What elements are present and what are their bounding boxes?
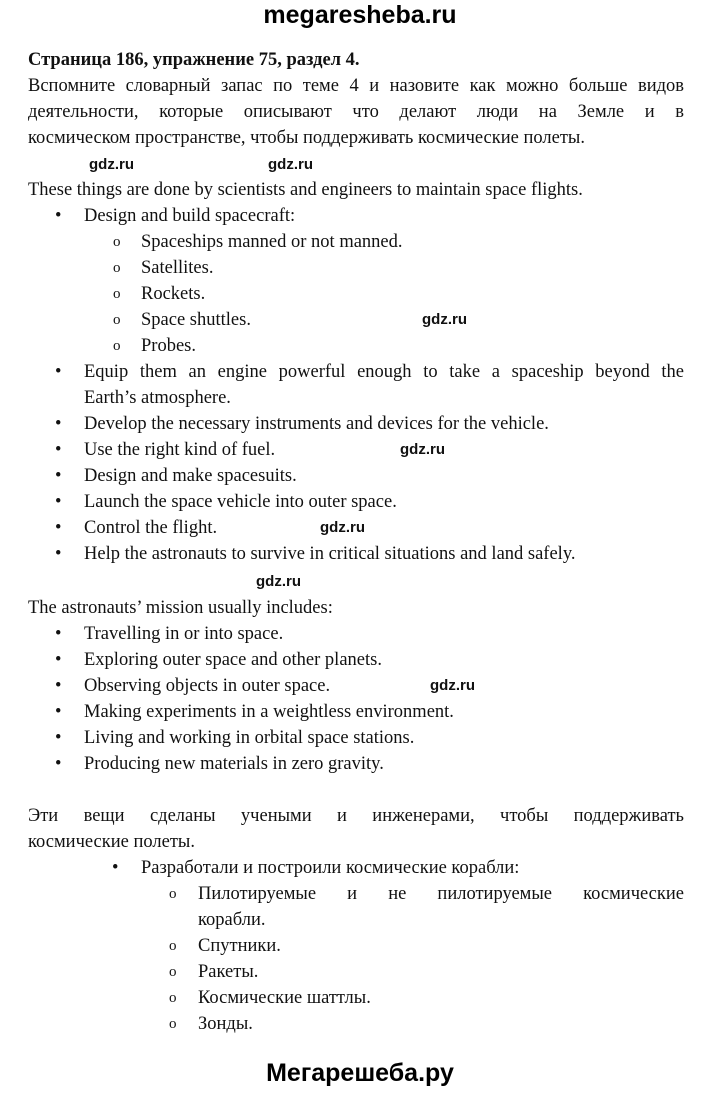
bullet-icon: • [55,362,62,382]
sub-list-item: o Rockets. [28,281,205,307]
sub-list-item: o Пилотируемые и не пилотируемые космические [28,881,684,907]
site-header: megaresheba.ru [263,1,457,29]
list-item: • Exploring outer space and other planets. [28,647,382,673]
page-title: Страница 186, упражнение 75, раздел 4. [28,50,360,70]
circle-bullet-icon: o [113,234,121,250]
en-intro: These things are done by scientists and engineers to maintain space flights. [28,180,583,200]
list-item: • Making experiments in a weightless environment. [28,699,454,725]
ru-intro-line: Эти вещи сделаны учеными и инженерами, чтобы поддерживать [28,806,684,826]
list-item: • Producing new materials in zero gravity. [28,751,384,777]
bullet-icon: • [55,650,62,670]
task-line: космическом пространстве, чтобы поддерживать космические полеты. [28,128,585,148]
list-item: • Observing objects in outer space. [28,673,330,699]
sub-list-item: o Probes. [28,333,196,359]
list-item: • Travelling in or into space. [28,621,283,647]
circle-bullet-icon: o [169,886,177,902]
sub-list-item: o Космические шаттлы. [28,985,371,1011]
sub-list-item: o Space shuttles. [28,307,251,333]
list-item: • Develop the necessary instruments and devices for the vehicle. [28,411,549,437]
sub-list-item: o Спутники. [28,933,281,959]
list-item: • Control the flight. [28,515,217,541]
list-item: • Design and make spacesuits. [28,463,297,489]
bullet-icon: • [55,754,62,774]
bullet-icon: • [55,728,62,748]
document-body [28,47,684,1037]
watermark: gdz.ru [256,573,301,590]
circle-bullet-icon: o [169,964,177,980]
sub-list-item: o Ракеты. [28,959,258,985]
sub-list-item-continuation: корабли. [198,910,266,930]
bullet-icon: • [55,624,62,644]
ru-intro-line: космические полеты. [28,832,195,852]
sub-list-item: o Зонды. [28,1011,253,1037]
bullet-icon: • [55,440,62,460]
bullet-icon: • [55,466,62,486]
watermark: gdz.ru [400,441,445,458]
bullet-icon: • [112,858,119,878]
list-item: • Разработали и построили космические корабли: [28,855,519,881]
circle-bullet-icon: o [113,286,121,302]
task-line: деятельности, которые описывают что делают люди на Земле и в [28,102,684,122]
task-line: Вспомните словарный запас по теме 4 и назовите как можно больше видов [28,76,684,96]
list-item: • Equip them an engine powerful enough to take a spaceship beyond the [28,359,684,385]
watermark: gdz.ru [320,519,365,536]
watermark: gdz.ru [422,311,467,328]
sub-list-item: o Satellites. [28,255,213,281]
circle-bullet-icon: o [169,990,177,1006]
bullet-icon: • [55,492,62,512]
circle-bullet-icon: o [169,1016,177,1032]
list-item: • Living and working in orbital space stations. [28,725,414,751]
bullet-icon: • [55,676,62,696]
list-item: • Use the right kind of fuel. [28,437,275,463]
bullet-icon: • [55,544,62,564]
mission-intro: The astronauts’ mission usually includes: [28,598,333,618]
bullet-icon: • [55,518,62,538]
watermark: gdz.ru [89,156,134,173]
list-item: • Help the astronauts to survive in critical situations and land safely. [28,541,576,567]
circle-bullet-icon: o [113,312,121,328]
watermark: gdz.ru [430,677,475,694]
circle-bullet-icon: o [169,938,177,954]
watermark: gdz.ru [268,156,313,173]
list-item: • Launch the space vehicle into outer space. [28,489,397,515]
list-item: • Design and build spacecraft: [28,203,295,229]
circle-bullet-icon: o [113,260,121,276]
bullet-icon: • [55,702,62,722]
list-item-continuation: Earth’s atmosphere. [84,388,231,408]
circle-bullet-icon: o [113,338,121,354]
bullet-icon: • [55,206,62,226]
sub-list-item: o Spaceships manned or not manned. [28,229,403,255]
bullet-icon: • [55,414,62,434]
site-footer: Мегарешеба.ру [266,1059,454,1087]
